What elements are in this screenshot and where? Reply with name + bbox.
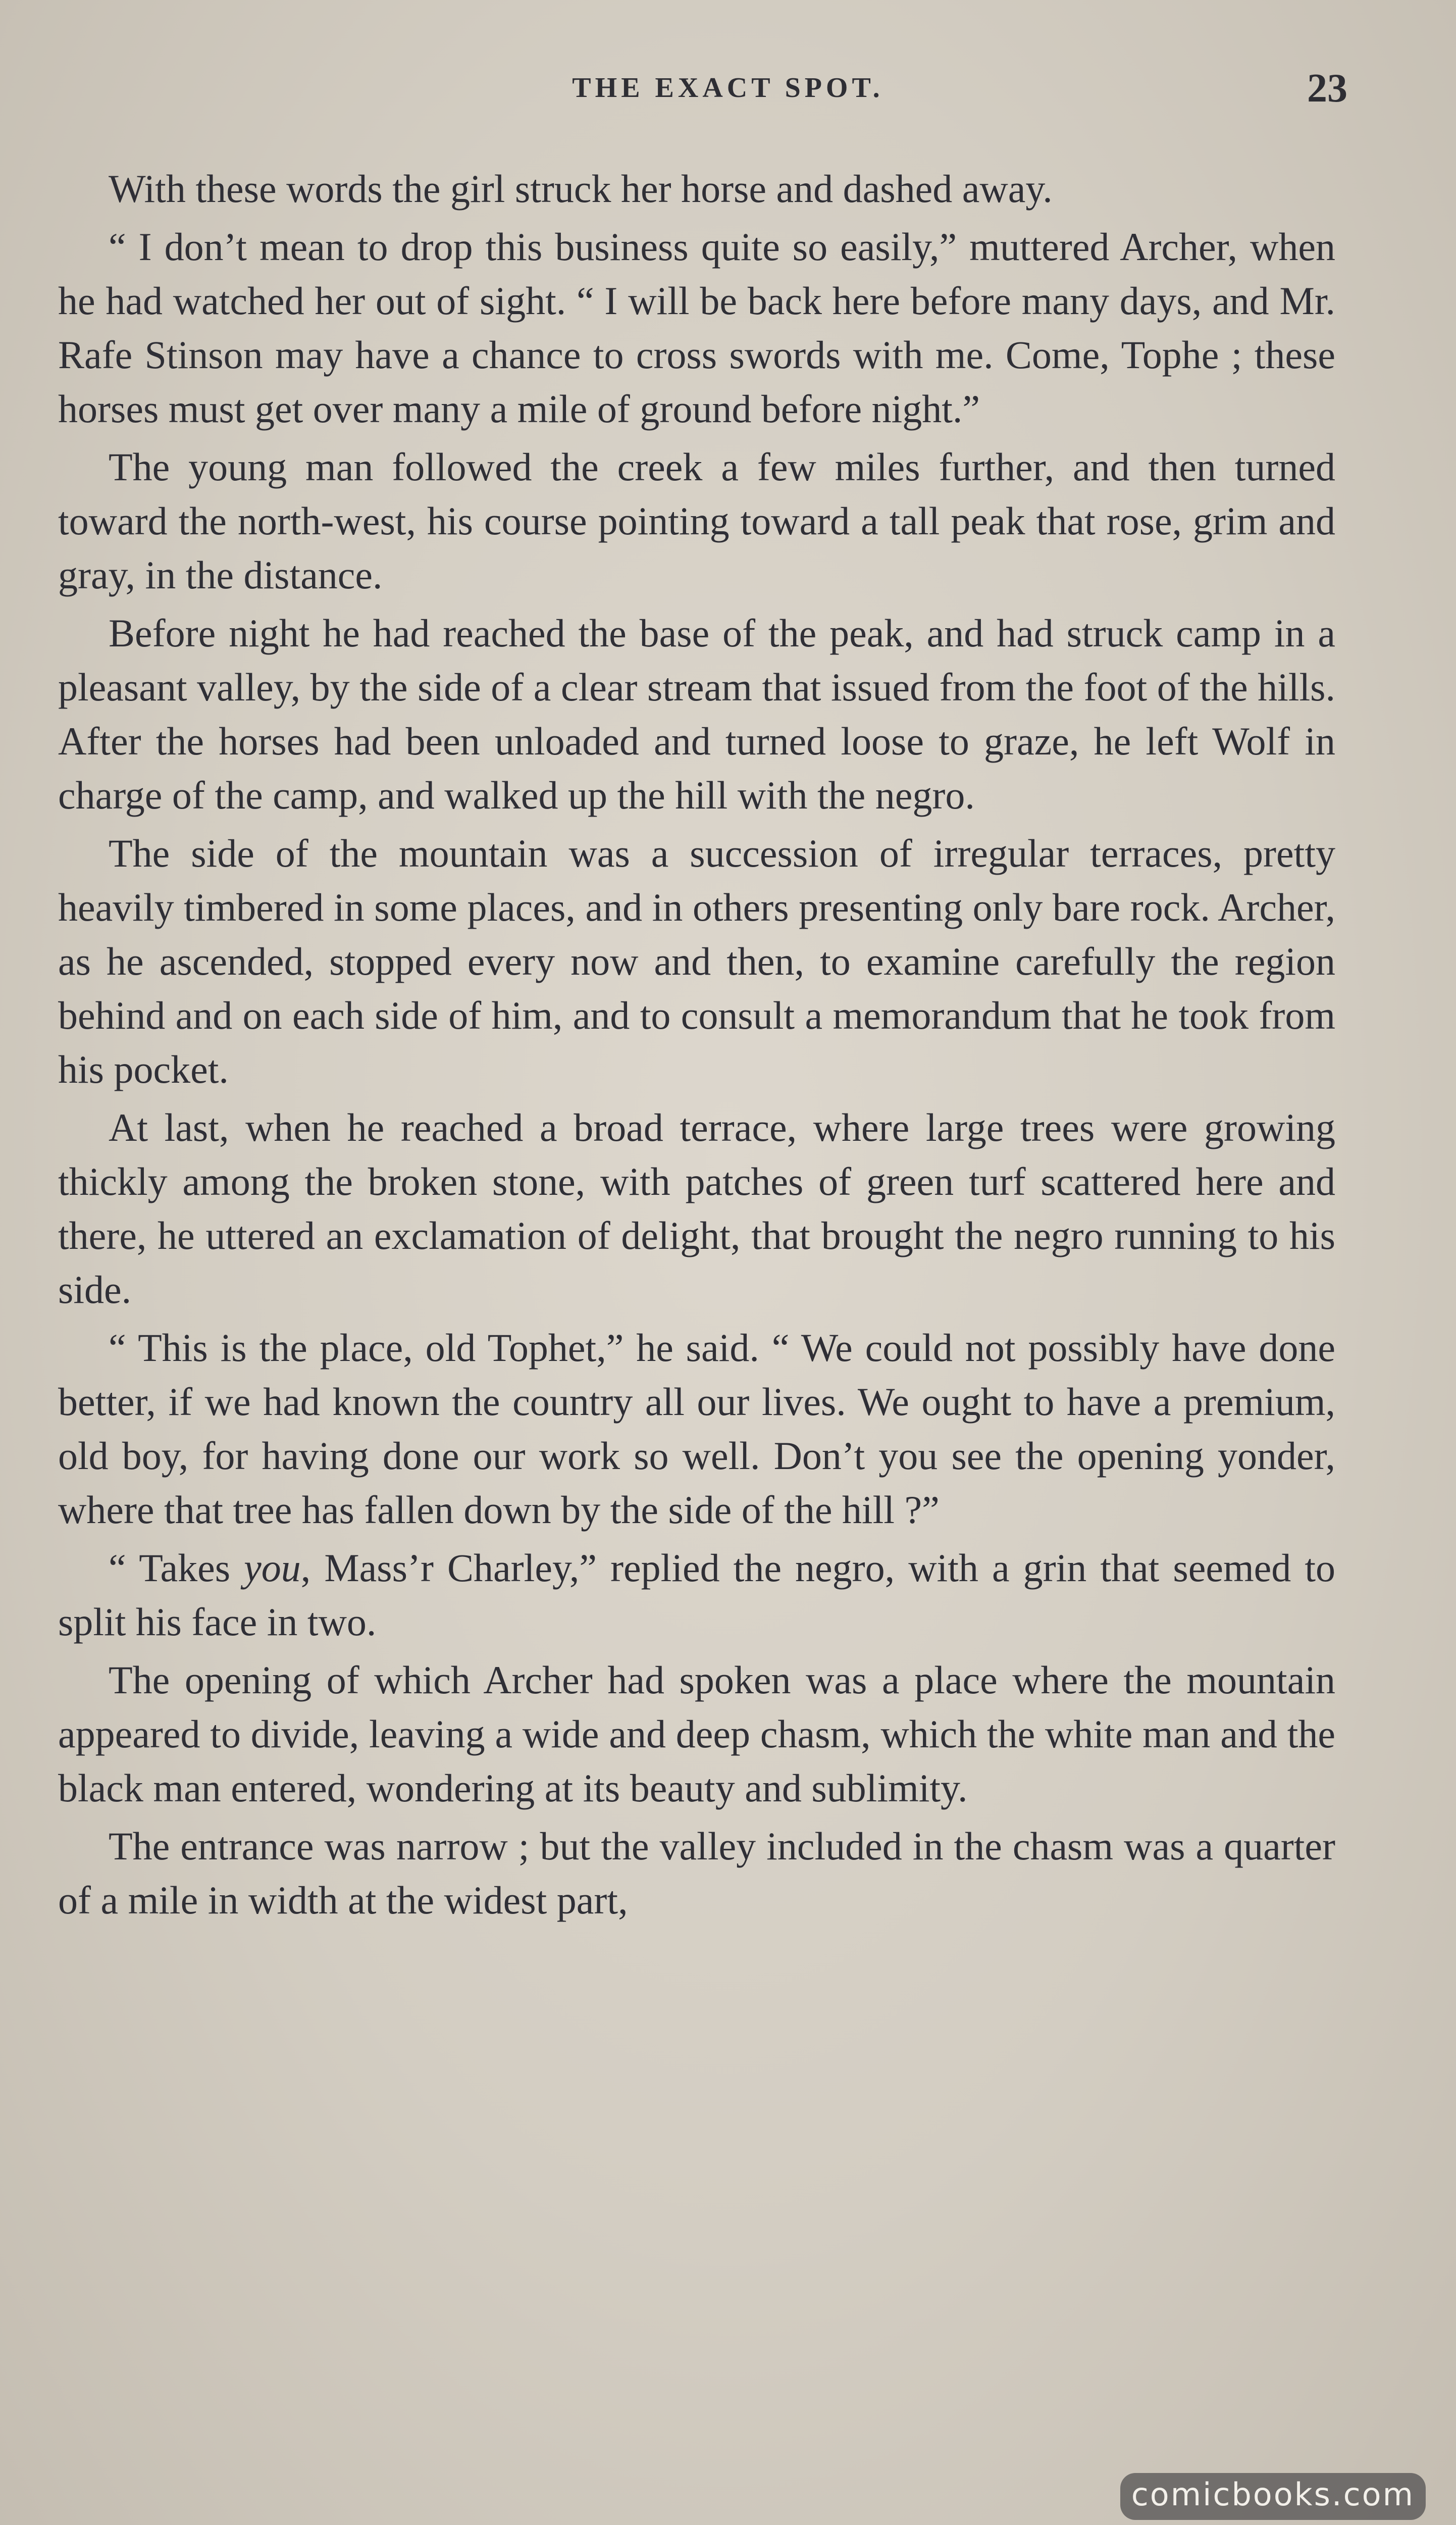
paragraph-segment: “ Takes	[109, 1546, 244, 1590]
page-header	[0, 66, 1456, 121]
italic-emphasis: you	[244, 1546, 301, 1590]
paragraph: The opening of which Archer had spoken was a place where the mountain appeared to divide, leaving a wide and deep chasm, which the white man and the black man entered, wondering at its beauty and sublimity.	[58, 1658, 1335, 1810]
paragraph: The side of the mountain was a succession of irregular terraces, pretty heavily timbered in some places, and in others presenting only bare rock. Archer, as he ascended, stopped every now and then, to examine carefully the region behind and on each side of him, and to consult a memorandum that he took from his pocket.	[58, 831, 1335, 1091]
paragraph: Before night he had reached the base of the peak, and had struck camp in a pleasant valley, by the side of a clear stream that issued from the foot of the hills. After the horses had been unloaded and turned loose to graze, he left Wolf in charge of the camp, and walked up the hill with the negro.	[58, 611, 1335, 817]
paragraph: The young man followed the creek a few miles further, and then turned toward the north-west, his course pointing toward a tall peak that rose, grim and gray, in the distance.	[58, 445, 1335, 597]
paragraph	[58, 1541, 1335, 1649]
page-number: 23	[1307, 66, 1347, 111]
paragraph-segment: , Mass’r Charley,” replied the negro, with a grin that seemed to split his face in two.	[58, 1546, 1335, 1644]
paragraph: “ I don’t mean to drop this business quite so easily,” muttered Archer, when he had watched her out of sight. “ I will be back here before many days, and Mr. Rafe Stinson may have a chance to cross swords with me. Come, Tophe ; these horses must get over many a mile of ground before night.”	[58, 225, 1335, 431]
site-watermark: comicbooks.com	[1120, 2473, 1426, 2520]
paragraph: “ This is the place, old Tophet,” he said. “ We could not possibly have done better, if we had known the country all our lives. We ought to have a premium, old boy, for having done our work so well. Don’t you see the opening yonder, where that tree has fallen down by the side of the hill ?”	[58, 1326, 1335, 1532]
paragraph: The entrance was narrow ; but the valley included in the chasm was a quarter of a mile in width at the widest part,	[58, 1824, 1335, 1922]
paragraph: At last, when he reached a broad terrace, where large trees were growing thickly among the broken stone, with patches of green turf scattered here and there, he uttered an exclamation of delight, that brought the negro running to his side.	[58, 1105, 1335, 1311]
body-text	[58, 162, 1335, 1931]
running-title: THE EXACT SPOT.	[572, 72, 884, 104]
paragraph: With these words the girl struck her horse and dashed away.	[109, 167, 1053, 211]
